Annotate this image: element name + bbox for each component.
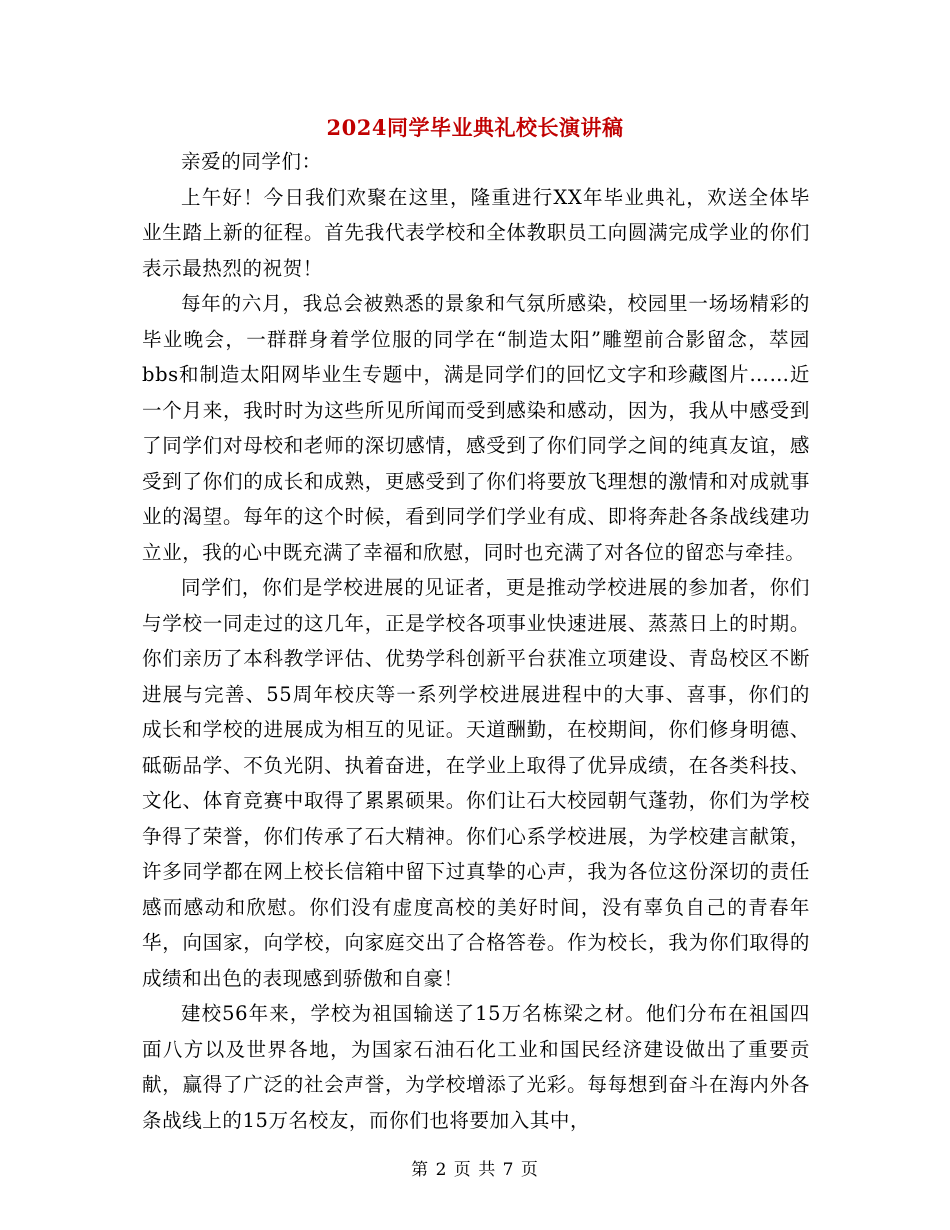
paragraph-4: 建校56年来，学校为祖国输送了15万名栋梁之材。他们分布在祖国四面八方以及世界各地，为国家石油石化工业和国民经济建设做出了重要贡献，赢得了广泛的社会声誉，为学校增添了光彩。每每想到奋斗在海内外各条战线上的15万名校友，而你们也将要加入其中，: [142, 1002, 810, 1132]
document-body: [142, 144, 810, 1138]
paragraph-2: 每年的六月，我总会被熟悉的景象和气氛所感染，校园里一场场精彩的毕业晚会，一群群身着学位服的同学在“制造太阳”雕塑前合影留念，萃园bbs和制造太阳网毕业生专题中，满是同学们的回忆文字和珍藏图片……近一个月来，我时时为这些所见所闻而受到感染和感动，因为，我从中感受到了同学们对母校和老师的深切感情，感受到了你们同学之间的纯真友谊，感受到了你们的成长和成熟，更感受到了你们将要放飞理想的激情和对成就事业的渴望。每年的这个时候，看到同学们学业有成、即将奔赴各条战线建功立业，我的心中既充满了幸福和欣慰，同时也充满了对各位的留恋与牵挂。: [142, 292, 810, 564]
paragraph-3: 同学们，你们是学校进展的见证者，更是推动学校进展的参加者，你们与学校一同走过的这几年，正是学校各项事业快速进展、蒸蒸日上的时期。你们亲历了本科教学评估、优势学科创新平台获准立项建设、青岛校区不断进展与完善、55周年校庆等一系列学校进展进程中的大事、喜事，你们的成长和学校的进展成为相互的见证。天道酬勤，在校期间，你们修身明德、砥砺品学、不负光阴、执着奋进，在学业上取得了优异成绩，在各类科技、文化、体育竞赛中取得了累累硕果。你们让石大校园朝气蓬勃，你们为学校争得了荣誉，你们传承了石大精神。你们心系学校进展，为学校建言献策，许多同学都在网上校长信箱中留下过真挚的心声，我为各位这份深切的责任感而感动和欣慰。你们没有虚度高校的美好时间，没有辜负自己的青春年华，向国家，向学校，向家庭交出了合格答卷。作为校长，我为你们取得的成绩和出色的表现感到骄傲和自豪！: [142, 576, 810, 990]
page-number-footer: 第 2 页 共 7 页: [411, 1160, 539, 1180]
salutation: 亲爱的同学们：: [181, 150, 322, 173]
paragraph-1: 上午好！今日我们欢聚在这里，隆重进行XX年毕业典礼，欢送全体毕业生踏上新的征程。首先我代表学校和全体教职员工向圆满完成学业的你们表示最热烈的祝贺！: [142, 185, 810, 280]
document-title: 2024同学毕业典礼校长演讲稿: [326, 115, 624, 140]
